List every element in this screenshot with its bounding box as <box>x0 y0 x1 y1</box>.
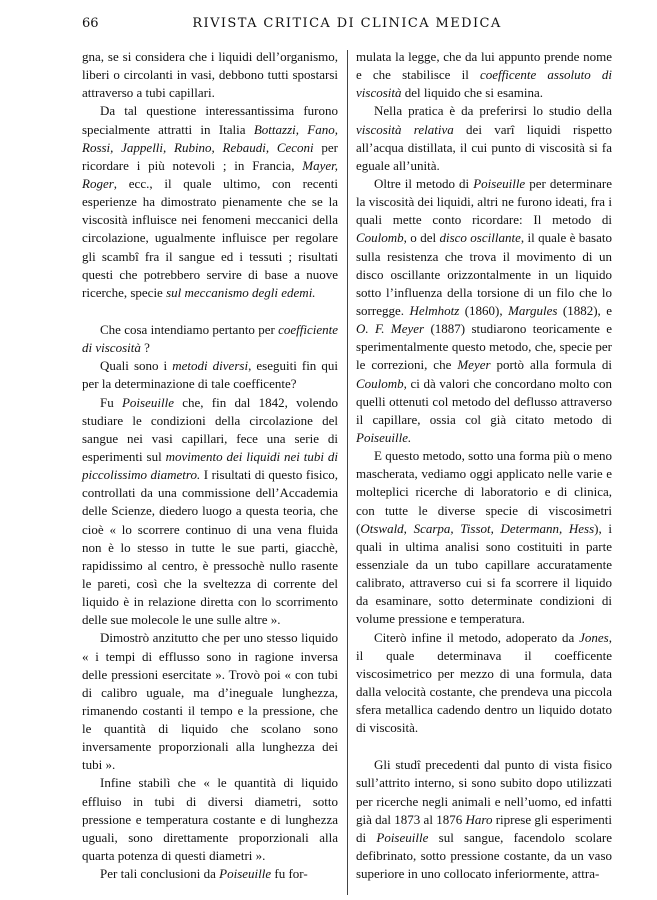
paragraph <box>356 48 612 102</box>
italic-text: viscosità relativa <box>356 121 454 137</box>
right-column <box>356 48 612 883</box>
paragraph <box>82 357 338 393</box>
paragraph <box>82 629 338 774</box>
italic-text: movimento dei liquidi nei tubi di piccolissimo diametro. <box>82 448 338 483</box>
italic-text: Bottazzi, Fano, Rossi, Jappelli, Rubino, Rebaudi, Ceconi <box>82 121 338 155</box>
text-run: I risultati di questo fisico, controllati da una commissione dell’Accademia delle Scienze, diedero luogo a questa teoria, che cioè « lo scorrere continuo di una vena fluida non è lo stesso in tutte le sue parti, giacchè, rapidissimo al centro, è pressochè nullo rasente le pareti, così che la sveltezza di corrente del liquido è in relazione diretta con lo scorrimento delle sue molecole le une sulle altre ». <box>82 467 339 628</box>
text-run: Nella pratica è da preferirsi lo studio della <box>374 103 612 119</box>
text-run: portò alla formula di <box>490 357 612 373</box>
text-run: E questo metodo, sotto una forma più o meno mascherata, vediamo oggi applicato nelle varie e molteplici ricerche di laboratorio e di clinica, con tutte le diverse specie di viscosimetri ( <box>356 448 612 536</box>
paragraph <box>356 756 612 883</box>
italic-text: Poiseuille <box>376 829 429 845</box>
text-run: Che cosa intendiamo pertanto per <box>100 321 279 337</box>
italic-text: metodi diversi <box>172 358 249 374</box>
text-run: Oltre il metodo di <box>374 175 474 191</box>
paragraph <box>82 865 338 883</box>
text-run: gna, se si considera che i liquidi dell’organismo, liberi o circolanti in vasi, debbono tutti spostarsi attraverso a tubi capillari. <box>82 49 338 101</box>
italic-text: O. F. Meyer <box>356 321 425 337</box>
italic-text: Helmhotz <box>409 302 460 318</box>
page-number: 66 <box>82 16 99 31</box>
text-run: dei varî liquidi rispetto all’acqua distillata, il cui punto di viscosità si fa eguale all’unità. <box>356 121 612 173</box>
italic-text: Poiseuille <box>121 394 174 410</box>
left-column <box>82 48 338 883</box>
text-run: , ci dà valori che concordano molto con quelli ottenuti col metodo del deflusso attraverso il capillare, ossia col già citato metodo di <box>356 375 612 427</box>
italic-text: Otswald, Scarpa, Tissot, Determann, Hess <box>360 520 595 536</box>
text-run: (1882), e <box>557 302 612 318</box>
paragraph <box>356 102 612 175</box>
column-divider <box>347 50 348 895</box>
paragraph <box>356 629 612 738</box>
text-run: ? <box>140 340 150 356</box>
text-run: , il quale è basato sulla resistenza che trova il movimento di un disco oscillante orizzontalmente in un liquido sotto l’influenza della torsione di un filo che lo sorregge. <box>356 230 612 318</box>
text-run: , o del <box>403 230 440 246</box>
text-run: , eseguiti fin qui per la determinazione di tale coefficente? <box>82 358 338 392</box>
text-run: Infine stabilì che « le quantità di liquido effluiso in tubi di diversi diametri, sotto pressione e temperatura costante e di lunghezza uguali, sono direttamente proporzionali alla quarta potenza di questi diametri ». <box>82 775 338 864</box>
text-run: riprese gli esperimenti di <box>356 811 612 845</box>
text-run: Citerò infine il metodo, adoperato da <box>374 629 580 645</box>
italic-text: Poiseuille <box>473 175 526 191</box>
text-run: Quali sono i <box>100 358 173 374</box>
italic-text: Poiseuille. <box>356 429 412 445</box>
italic-text: coefficiente di viscosità <box>82 321 338 356</box>
text-run: per determinare la viscosità dei liquidi, altri ne furono ideati, fra i quali mette conto ricordare: Il metodo di <box>356 175 612 228</box>
italic-text: coefficente assoluto di viscosità <box>356 67 612 101</box>
text-run: fu for- <box>271 866 308 882</box>
paragraph <box>356 175 612 447</box>
text-run: ), i quali in ultima analisi sono costituiti in parte essenziale da un tubo capillare accuratamente calibrato, attraverso cui si fa scorrere il liquido da esaminare, sotto determinate condizioni di volume pressione e temperatura. <box>356 520 612 627</box>
text-run: (1887) studiarono teoricamente e sperimentalmente questo metodo, che, specie per le correzioni, che <box>356 321 612 373</box>
paragraph <box>82 102 338 302</box>
italic-text: disco oscillante <box>439 230 521 246</box>
text-run: , il quale determinava il coefficente viscosimetrico per mezzo di una formula, data dalla velocità costante, che prendeva una piccola sfera metallica cadendo dentro un liquido dotato di viscosità. <box>356 629 612 736</box>
italic-text: Haro <box>465 811 493 827</box>
italic-text: Jones <box>579 629 609 645</box>
paragraph <box>82 48 338 102</box>
paragraph <box>82 394 338 630</box>
italic-text: Coulomb <box>356 375 404 391</box>
italic-text: sul meccanismo degli edemi. <box>166 284 316 300</box>
text-run: che, fin dal 1842, volendo studiare le condizioni della circolazione del sangue nei vasi capillari, fece una serie di esperimenti sul <box>82 394 338 464</box>
paragraph <box>82 774 338 865</box>
text-run: mulata la legge, che da lui appunto prende nome e che stabilisce il <box>356 49 612 83</box>
text-run: Fu <box>100 394 122 410</box>
text-run: (1860), <box>459 302 509 318</box>
text-run: Da tal questione interessantissima furono specialmente attratti in Italia <box>82 103 338 137</box>
text-run: , ecc., il quale ultimo, con recenti esperienze ha dimostrato pienamente che se la viscosità influisce nei fenomeni meccanici della circolazione, ugualmente influisce per regolare gli scambî fra il sangue ed i tessuti ; risultati questi che potrebbero servire di base a nuove ricerche, specie <box>82 175 338 300</box>
text-run: Per tali conclusioni da <box>100 866 220 882</box>
italic-text: Coulomb <box>356 230 404 246</box>
text-run: sul sangue, facendolo scolare defibrinato, sotto pressione costante, da un vaso superiore in uno collocato inferiormente, attra- <box>356 829 612 882</box>
italic-text: Margules <box>508 302 558 318</box>
running-title: RIVISTA CRITICA DI CLINICA MEDICA <box>192 16 502 31</box>
italic-text: Meyer <box>457 357 491 373</box>
italic-text: Poiseuille <box>219 866 272 882</box>
page-header <box>82 14 612 36</box>
text-run: per ricordare i più notevoli ; in Francia, <box>82 139 338 173</box>
text-run: del liquido che si esamina. <box>401 85 544 101</box>
text-run: Dimostrò anzitutto che per uno stesso liquido « i tempi di efflusso sono in ragione inversa delle pressioni esercitate ». Trovò poi « con tubi di calibro uguale, ma d’ineguale lunghezza, rimanendo costanti il tempo e la pressione, che le quantità di liquido che scolano sono inversamente proporzionali alla lunghezza dei tubi ». <box>82 630 338 773</box>
italic-text: Mayer, Roger <box>82 157 338 191</box>
text-run: Gli studî precedenti dal punto di vista fisico sull’attrito interno, si sono subito dopo utilizzati per ricerche negli animali e nell’uomo, ed infatti già dal 1873 al 1876 <box>356 757 612 827</box>
paragraph <box>82 321 338 357</box>
paragraph <box>356 447 612 628</box>
